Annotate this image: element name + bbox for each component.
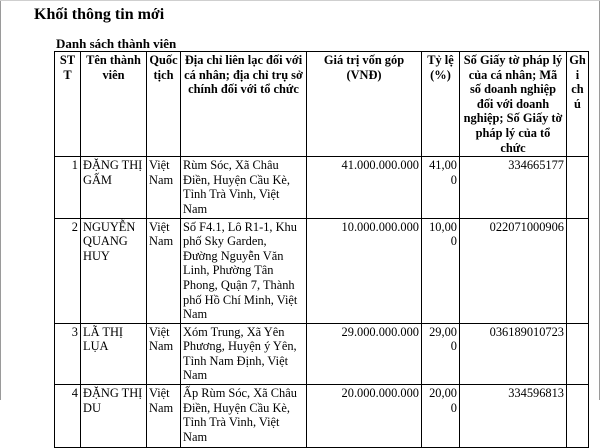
cell-capital: 10.000.000.000 bbox=[307, 218, 422, 323]
cell-nationality: Việt Nam bbox=[147, 323, 181, 384]
members-table bbox=[54, 51, 589, 448]
cell-stt: 1 bbox=[55, 157, 81, 218]
table-row bbox=[55, 218, 589, 323]
cell-legal-id: 334596813 bbox=[460, 385, 567, 448]
members-list-heading: Danh sách thành viên bbox=[56, 36, 177, 51]
col-header-nationality: Quốc tịch bbox=[147, 52, 181, 157]
col-header-name: Tên thành viên bbox=[81, 52, 147, 157]
cell-name: ĐẶNG THỊ DU bbox=[81, 385, 147, 448]
cell-nationality: Việt Nam bbox=[147, 385, 181, 448]
cell-ratio: 41,000 bbox=[422, 157, 460, 218]
cell-address: Xóm Trung, Xã Yên Phương, Huyện ý Yên, Tỉnh Nam Định, Việt Nam bbox=[181, 323, 307, 384]
cell-stt: 3 bbox=[55, 323, 81, 384]
cell-nationality: Việt Nam bbox=[147, 218, 181, 323]
cell-address: Rùm Sóc, Xã Châu Điền, Huyện Cầu Kè, Tỉnh Trà Vinh, Việt Nam bbox=[181, 157, 307, 218]
cell-capital: 29.000.000.000 bbox=[307, 323, 422, 384]
cell-name: LÃ THỊ LỤA bbox=[81, 323, 147, 384]
cell-ratio: 29,000 bbox=[422, 323, 460, 384]
section-heading: Khối thông tin mới bbox=[34, 6, 165, 23]
col-header-address: Địa chỉ liên lạc đối với cá nhân; địa chỉ trụ sở chính đối với tổ chức bbox=[181, 52, 307, 157]
cell-note bbox=[567, 218, 589, 323]
col-header-note: Ghi chú bbox=[567, 52, 589, 157]
cell-name: ĐẶNG THỊ GẤM bbox=[81, 157, 147, 218]
cell-ratio: 20,000 bbox=[422, 385, 460, 448]
table-row bbox=[55, 157, 589, 218]
cell-legal-id: 334665177 bbox=[460, 157, 567, 218]
cell-stt: 2 bbox=[55, 218, 81, 323]
cell-note bbox=[567, 385, 589, 448]
cell-stt: 4 bbox=[55, 385, 81, 448]
table-row bbox=[55, 323, 589, 384]
cell-address: Ấp Rùm Sóc, Xã Châu Điền, Huyện Cầu Kè, Tỉnh Trà Vinh, Việt Nam bbox=[181, 385, 307, 448]
col-header-stt: STT bbox=[55, 52, 81, 157]
cell-capital: 20.000.000.000 bbox=[307, 385, 422, 448]
table-row bbox=[55, 385, 589, 448]
cell-capital: 41.000.000.000 bbox=[307, 157, 422, 218]
cell-name: NGUYỄN QUANG HUY bbox=[81, 218, 147, 323]
cell-note bbox=[567, 157, 589, 218]
cell-address: Số F4.1, Lô R1-1, Khu phố Sky Garden, Đường Nguyễn Văn Linh, Phường Tân Phong, Quận 7, Thành phố Hồ Chí Minh, Việt Nam bbox=[181, 218, 307, 323]
cell-legal-id: 022071000906 bbox=[460, 218, 567, 323]
cell-ratio: 10,000 bbox=[422, 218, 460, 323]
cell-legal-id: 036189010723 bbox=[460, 323, 567, 384]
cell-note bbox=[567, 323, 589, 384]
top-divider bbox=[0, 0, 600, 1]
col-header-ratio: Tỷ lệ (%) bbox=[422, 52, 460, 157]
col-header-legal-id: Số Giấy tờ pháp lý của cá nhân; Mã số doanh nghiệp đối với doanh nghiệp; Số Giấy tờ pháp lý của tổ chức bbox=[460, 52, 567, 157]
col-header-capital: Giá trị vốn góp (VNĐ) bbox=[307, 52, 422, 157]
header-row bbox=[55, 52, 589, 157]
cell-nationality: Việt Nam bbox=[147, 157, 181, 218]
